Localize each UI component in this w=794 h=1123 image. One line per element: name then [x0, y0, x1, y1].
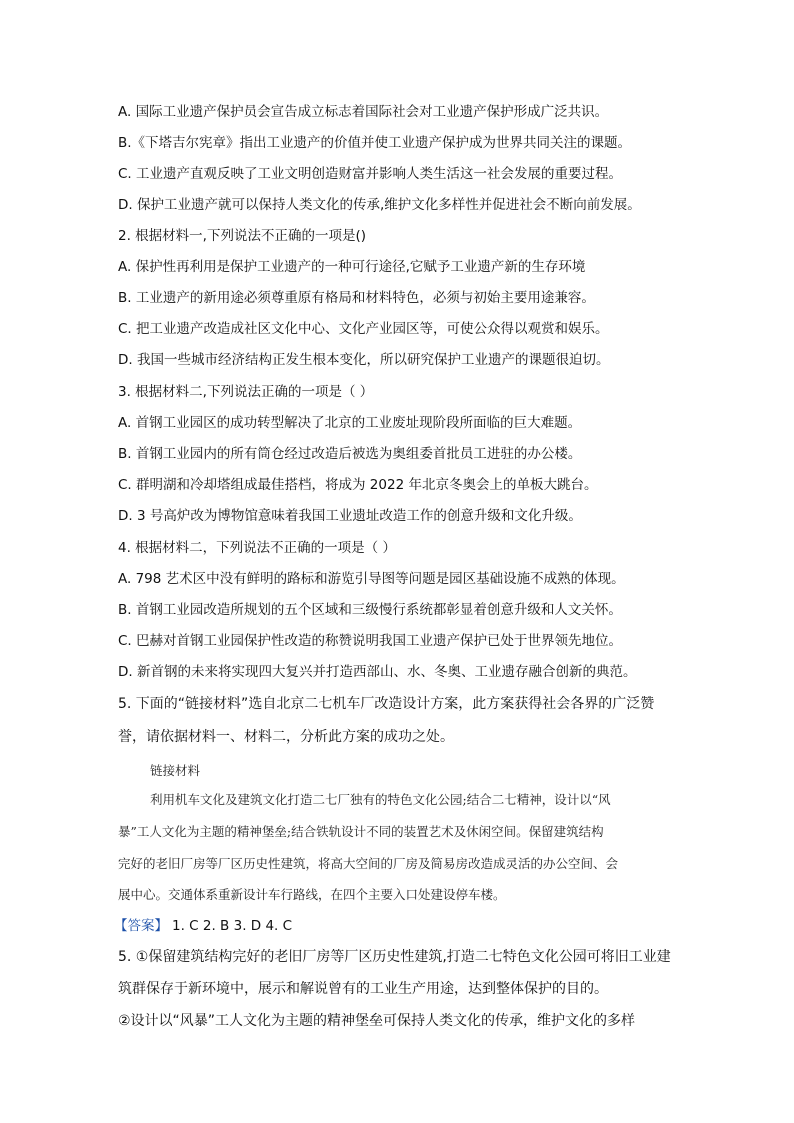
answer-values: 1. C 2. B 3. D 4. C: [172, 918, 293, 934]
q2-option-b: B. 工业遗产的新用途必须尊重原有格局和材料特色，必须与初始主要用途兼容。: [118, 290, 595, 306]
q1-option-c: C. 工业遗产直观反映了工业文明创造财富并影响人类生活这一社会发展的重要过程。: [118, 166, 623, 182]
q4-option-c: C. 巴赫对首钢工业园保护性改造的称赞说明我国工业遗产保护已处于世界领先地位。: [118, 633, 623, 649]
q5-stem-line-1: 5. 下面的“链接材料”选自北京二七机车厂改造设计方案，此方案获得社会各界的广泛赞: [118, 696, 655, 712]
q2-option-c: C. 把工业遗产改造成社区文化中心、文化产业园区等，可使公众得以观赏和娱乐。: [118, 321, 609, 337]
q3-option-c: C. 群明湖和冷却塔组成最佳搭档，将成为 2022 年北京冬奥会上的单板大跳台。: [118, 477, 598, 493]
q3-stem: 3. 根据材料二,下列说法正确的一项是（ ）: [118, 384, 374, 400]
q2-option-d: D. 我国一些城市经济结构正发生根本变化，所以研究保护工业遗产的课题很迫切。: [118, 352, 610, 368]
q1-option-b: B.《下塔吉尔宪章》指出工业遗产的价值并使工业遗产保护成为世界共同关注的课题。: [118, 135, 632, 151]
q4-option-a: A. 798 艺术区中没有鲜明的路标和游览引导图等问题是园区基础设施不成熟的体现。: [118, 571, 625, 587]
q2-option-a: A. 保护性再利用是保护工业遗产的一种可行途径,它赋予工业遗产新的生存环境: [118, 259, 586, 275]
q4-stem: 4. 根据材料二，下列说法不正确的一项是（ ）: [118, 540, 396, 556]
q5-stem-line-2: 誉，请依据材料一、材料二，分析此方案的成功之处。: [118, 729, 454, 745]
q1-option-a: A. 国际工业遗产保护员会宣告成立标志着国际社会对工业遗产保护形成广泛共识。: [118, 104, 609, 120]
link-material-line-1: 利用机车文化及建筑文化打造二七厂独有的特色文化公园;结合二七精神，设计以“风: [150, 792, 611, 807]
answer5-line-2: 筑群保存于新环境中，展示和解说曾有的工业生产用途，达到整体保护的目的。: [118, 981, 608, 997]
link-material-line-3: 完好的老旧厂房等厂区历史性建筑，将高大空间的厂房及简易房改造成灵活的办公空间、会: [118, 856, 619, 871]
q4-option-b: B. 首钢工业园改造所规划的五个区域和三级慢行系统都彰显着创意升级和人文关怀。: [118, 602, 622, 618]
link-material-line-4: 展中心。交通体系重新设计车行路线，在四个主要入口处建设停车楼。: [118, 887, 506, 902]
q1-option-d: D. 保护工业遗产就可以保持人类文化的传承,维护文化多样性并促进社会不断向前发展。: [118, 197, 641, 213]
q2-stem: 2. 根据材料一,下列说法不正确的一项是(): [118, 228, 366, 244]
q3-option-a: A. 首钢工业园区的成功转型解决了北京的工业废址现阶段所面临的巨大难题。: [118, 415, 582, 431]
answer5-line-1: 5. ①保留建筑结构完好的老旧厂房等厂区历史性建筑,打造二七特色文化公园可将旧工业建: [118, 949, 671, 965]
answer-line: [114, 917, 292, 935]
link-material-line-2: 暴”工人文化为主题的精神堡垒;结合铁轨设计不同的装置艺术及休闲空间。保留建筑结构: [118, 824, 604, 839]
q3-option-b: B. 首钢工业园内的所有筒仓经过改造后被选为奥组委首批员工进驻的办公楼。: [118, 446, 582, 462]
answer5-line-3: ②设计以“风暴”工人文化为主题的精神堡垒可保持人类文化的传承，维护文化的多样: [118, 1013, 636, 1029]
answer-label: 【答案】: [114, 918, 168, 934]
q3-option-d: D. 3 号高炉改为博物馆意味着我国工业遗址改造工作的创意升级和文化升级。: [118, 508, 582, 524]
q4-option-d: D. 新首钢的未来将实现四大复兴并打造西部山、水、冬奥、工业遗存融合创新的典范。: [118, 664, 637, 680]
link-material-title: 链接材料: [150, 763, 201, 778]
